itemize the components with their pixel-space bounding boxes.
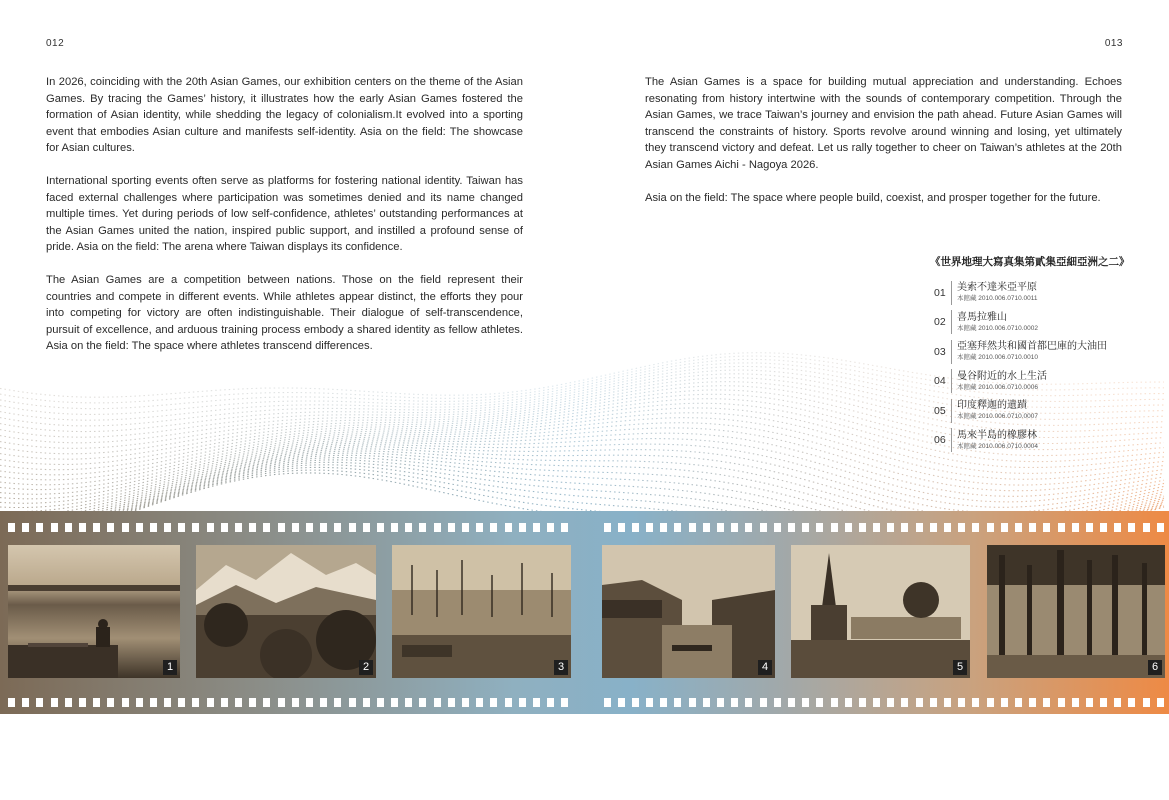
sprocket-hole: [972, 698, 979, 707]
sprocket-hole: [292, 523, 299, 532]
sprocket-hole: [816, 698, 823, 707]
sprocket-hole: [1128, 698, 1135, 707]
paragraph: The Asian Games are a competition between nations. Those on the field represent their countries and compete in different events. While athletes appear distinct, the efforts they pour into competing for victory are often indistinguishable. Their dialogue of self-transcendence, pursuit of excellence, and arduous training process embody a shared identity as fellow athletes. Asia on the field: The space where athletes transcend differences.: [46, 274, 523, 352]
sprocket-hole: [745, 698, 752, 707]
sprocket-hole: [107, 523, 114, 532]
sprocket-hole: [178, 523, 185, 532]
sprocket-hole: [674, 698, 681, 707]
paragraph: Asia on the field: The space where people build, coexist, and prosper together for the future.: [645, 191, 1101, 204]
sprocket-hole: [65, 523, 72, 532]
sprocket-hole: [689, 523, 696, 532]
sprocket-hole: [1043, 698, 1050, 707]
sprocket-hole: [1128, 523, 1135, 532]
sprocket-hole: [831, 698, 838, 707]
catalog-title: 《世界地理大寫真集第貳集亞細亞洲之二》: [930, 256, 1130, 268]
sprocket-hole: [1072, 698, 1079, 707]
wave-line: [0, 423, 1164, 490]
sprocket-hole: [901, 523, 908, 532]
sprocket-hole: [320, 523, 327, 532]
sprocket-hole: [462, 698, 469, 707]
sprocket-hole: [434, 698, 441, 707]
sprocket-hole: [703, 523, 710, 532]
sprocket-hole: [36, 523, 43, 532]
sprocket-hole: [646, 698, 653, 707]
sprocket-hole: [65, 698, 72, 707]
wave-line: [0, 370, 1164, 426]
sprocket-hole: [1058, 698, 1065, 707]
sprocket-hole: [93, 523, 100, 532]
sprocket-hole: [901, 698, 908, 707]
sprocket-hole: [150, 698, 157, 707]
sprocket-hole: [349, 698, 356, 707]
sprocket-hole: [731, 523, 738, 532]
sprocket-hole: [164, 698, 171, 707]
film-sprocket-holes-top: [8, 523, 1161, 533]
sprocket-hole: [561, 523, 568, 532]
baku-oil-field-photo-icon: [392, 545, 571, 678]
sprocket-hole: [1001, 698, 1008, 707]
sprocket-hole: [1143, 698, 1150, 707]
sprocket-hole: [887, 523, 894, 532]
sprocket-hole: [377, 698, 384, 707]
sprocket-hole: [717, 523, 724, 532]
sprocket-hole: [604, 523, 611, 532]
sprocket-hole: [36, 698, 43, 707]
photo-1: [8, 545, 180, 678]
photo-number: 1: [163, 660, 177, 675]
page-number-right: 013: [1104, 38, 1123, 49]
photo-number: 6: [1148, 660, 1162, 675]
sprocket-hole: [1001, 523, 1008, 532]
sprocket-hole: [249, 523, 256, 532]
sprocket-hole: [1114, 523, 1121, 532]
sprocket-hole: [306, 523, 313, 532]
sprocket-hole: [178, 698, 185, 707]
sprocket-hole: [122, 698, 129, 707]
wave-line: [0, 408, 1164, 475]
sprocket-hole: [377, 523, 384, 532]
sprocket-hole: [1100, 698, 1107, 707]
sprocket-hole: [363, 523, 370, 532]
sprocket-hole: [1043, 523, 1050, 532]
mesopotamia-river-boat-photo-icon: [8, 545, 180, 678]
sprocket-hole: [136, 698, 143, 707]
catalog-item-number: 03: [934, 345, 946, 358]
sprocket-hole: [505, 523, 512, 532]
sprocket-hole: [405, 698, 412, 707]
sprocket-hole: [1015, 698, 1022, 707]
sprocket-hole: [859, 523, 866, 532]
sprocket-hole: [221, 523, 228, 532]
catalog-item-number: 01: [934, 286, 946, 299]
sprocket-hole: [972, 523, 979, 532]
sprocket-hole: [150, 523, 157, 532]
sprocket-hole: [363, 698, 370, 707]
photo-number: 5: [953, 660, 967, 675]
wave-line: [0, 386, 1164, 449]
sprocket-hole: [476, 523, 483, 532]
sprocket-hole: [831, 523, 838, 532]
wave-line: [0, 356, 1164, 403]
wave-line: [0, 374, 1164, 432]
catalog-item-code: 本館藏 2010.006.0710.0007: [957, 413, 1038, 421]
sprocket-hole: [8, 523, 15, 532]
sprocket-hole: [547, 698, 554, 707]
sprocket-hole: [122, 523, 129, 532]
sprocket-hole: [760, 698, 767, 707]
sprocket-hole: [944, 698, 951, 707]
photo-number: 2: [359, 660, 373, 675]
photo-4: [602, 545, 775, 678]
catalog-item-number: 05: [934, 404, 946, 417]
sprocket-hole: [476, 698, 483, 707]
catalog-item-name: 印度釋迦的遺蹟: [957, 400, 1027, 412]
sprocket-hole: [944, 523, 951, 532]
buddha-temple-ruins-photo-icon: [791, 545, 970, 678]
sprocket-hole: [1029, 523, 1036, 532]
sprocket-hole: [1086, 523, 1093, 532]
catalog-item-code: 本館藏 2010.006.0710.0010: [957, 354, 1038, 362]
page-number-left: 012: [46, 38, 65, 49]
sprocket-hole: [1015, 523, 1022, 532]
sprocket-hole: [1157, 698, 1164, 707]
sprocket-hole: [873, 698, 880, 707]
sprocket-hole: [1157, 523, 1164, 532]
sprocket-hole: [391, 698, 398, 707]
sprocket-hole: [391, 523, 398, 532]
sprocket-hole: [547, 523, 554, 532]
film-strip: [0, 511, 1169, 714]
sprocket-hole: [916, 698, 923, 707]
wave-line: [0, 359, 1164, 408]
wave-line: [0, 390, 1164, 454]
sprocket-hole: [1100, 523, 1107, 532]
catalog-item-code: 本館藏 2010.006.0710.0002: [957, 324, 1038, 332]
sprocket-hole: [434, 523, 441, 532]
sprocket-hole: [207, 698, 214, 707]
catalog-item-number: 06: [934, 434, 946, 447]
sprocket-hole: [22, 523, 29, 532]
sprocket-gap: [576, 523, 604, 533]
sprocket-hole: [816, 523, 823, 532]
sprocket-hole: [136, 523, 143, 532]
sprocket-hole: [278, 698, 285, 707]
sprocket-hole: [745, 523, 752, 532]
catalog-item: [934, 278, 1134, 308]
sprocket-hole: [221, 698, 228, 707]
catalog-item-number: 02: [934, 316, 946, 329]
sprocket-gap: [576, 698, 604, 708]
sprocket-hole: [1114, 698, 1121, 707]
sprocket-hole: [703, 698, 710, 707]
paragraph: The Asian Games is a space for building mutual appreciation and understanding. Echoes resonating from history intertwine with the sounds of contemporary competition. Through the Asian Games, we trace Taiwan’s journey and envision the path ahead. Future Asian Games will transcend the constraints of history. Sports revolve around winning and losing, yet ultimately they transcend victory and defeat. Let us rally together to cheer on Taiwan’s athletes at the 20th Asian Games Aichi - Nagoya 2026.: [645, 76, 1122, 171]
sprocket-hole: [660, 523, 667, 532]
catalog-item-code: 本館藏 2010.006.0710.0006: [957, 383, 1038, 391]
sprocket-hole: [561, 698, 568, 707]
photo-5: [791, 545, 970, 678]
paragraph: International sporting events often serve as platforms for fostering national identity. Taiwan has faced external challenges where participation was sometimes denied and its name changed multiple times. Yet during periods of low self-confidence, athletes’ outstanding performances at the Asian Games united the nation, inspired public support, and instilled a profound sense of pride. Asia on the field: The arena where Taiwan displays its confidence.: [46, 175, 523, 253]
sprocket-hole: [533, 698, 540, 707]
photo-number: 4: [758, 660, 772, 675]
sprocket-hole: [462, 523, 469, 532]
rubber-forest-photo-icon: [987, 545, 1165, 678]
sprocket-hole: [320, 698, 327, 707]
catalog-item-name: 曼谷附近的水上生活: [957, 370, 1047, 382]
sprocket-hole: [717, 698, 724, 707]
sprocket-hole: [1029, 698, 1036, 707]
sprocket-hole: [22, 698, 29, 707]
sprocket-hole: [519, 698, 526, 707]
catalog-item-name: 馬來半島的橡膠林: [957, 429, 1037, 441]
sprocket-hole: [845, 523, 852, 532]
sprocket-hole: [490, 698, 497, 707]
sprocket-hole: [505, 698, 512, 707]
sprocket-hole: [235, 523, 242, 532]
photo-2: [196, 545, 376, 678]
catalog-item-code: 本館藏 2010.006.0710.0011: [957, 295, 1038, 303]
sprocket-hole: [788, 523, 795, 532]
wave-line: [0, 353, 1164, 398]
sprocket-hole: [802, 698, 809, 707]
sprocket-hole: [760, 523, 767, 532]
sprocket-hole: [164, 523, 171, 532]
himalaya-mountain-photo-icon: [196, 545, 376, 678]
sprocket-hole: [448, 523, 455, 532]
sprocket-hole: [646, 523, 653, 532]
photo-3: [392, 545, 571, 678]
sprocket-hole: [1143, 523, 1150, 532]
sprocket-hole: [930, 698, 937, 707]
sprocket-hole: [419, 698, 426, 707]
sprocket-hole: [51, 698, 58, 707]
sprocket-hole: [207, 523, 214, 532]
sprocket-hole: [79, 523, 86, 532]
sprocket-hole: [334, 698, 341, 707]
sprocket-hole: [263, 523, 270, 532]
sprocket-hole: [916, 523, 923, 532]
sprocket-hole: [618, 523, 625, 532]
sprocket-hole: [731, 698, 738, 707]
sprocket-hole: [689, 698, 696, 707]
sprocket-hole: [788, 698, 795, 707]
sprocket-hole: [79, 698, 86, 707]
sprocket-hole: [632, 698, 639, 707]
sprocket-hole: [887, 698, 894, 707]
sprocket-hole: [235, 698, 242, 707]
sprocket-hole: [519, 523, 526, 532]
sprocket-hole: [958, 698, 965, 707]
sprocket-hole: [249, 698, 256, 707]
sprocket-hole: [419, 523, 426, 532]
sprocket-hole: [873, 523, 880, 532]
dotted-wave-pattern: [0, 340, 1169, 520]
photo-6: [987, 545, 1165, 678]
sprocket-hole: [51, 523, 58, 532]
sprocket-hole: [802, 523, 809, 532]
sprocket-hole: [93, 698, 100, 707]
sprocket-hole: [618, 698, 625, 707]
paragraph: In 2026, coinciding with the 20th Asian Games, our exhibition centers on the theme of the Asian Games. By tracing the Games’ history, it illustrates how the early Asian Games fostered the formation of Asian identity, while shedding the legacy of colonialism.It evolved into a sporting event that embodies Asian culture and manifests self-identity. Asia on the field: The showcase for Asian cultures.: [46, 76, 523, 154]
sprocket-hole: [448, 698, 455, 707]
right-text-column: [645, 74, 1122, 223]
catalog-item-name: 美索不達米亞平原: [957, 282, 1037, 294]
sprocket-hole: [930, 523, 937, 532]
sprocket-hole: [192, 523, 199, 532]
catalog-item-name: 喜馬拉雅山: [957, 311, 1007, 323]
sprocket-hole: [263, 698, 270, 707]
sprocket-hole: [1072, 523, 1079, 532]
sprocket-hole: [958, 523, 965, 532]
wave-line: [0, 378, 1164, 438]
bangkok-water-life-photo-icon: [602, 545, 775, 678]
sprocket-hole: [533, 523, 540, 532]
sprocket-hole: [292, 698, 299, 707]
sprocket-hole: [278, 523, 285, 532]
sprocket-hole: [674, 523, 681, 532]
sprocket-hole: [1086, 698, 1093, 707]
wave-lines: [0, 353, 1164, 520]
sprocket-hole: [774, 523, 781, 532]
catalog-item: [934, 308, 1134, 338]
film-sprocket-holes-bottom: [8, 698, 1161, 708]
sprocket-hole: [1058, 523, 1065, 532]
sprocket-hole: [349, 523, 356, 532]
sprocket-hole: [632, 523, 639, 532]
sprocket-hole: [987, 698, 994, 707]
sprocket-hole: [334, 523, 341, 532]
sprocket-hole: [845, 698, 852, 707]
left-text-column: [46, 74, 523, 371]
sprocket-hole: [490, 523, 497, 532]
sprocket-hole: [405, 523, 412, 532]
wave-line: [0, 403, 1164, 469]
sprocket-hole: [859, 698, 866, 707]
sprocket-hole: [306, 698, 313, 707]
catalog-item-name: 亞塞拜然共和國首都巴庫的大油田: [957, 341, 1107, 353]
catalog-item-number: 04: [934, 375, 946, 388]
photo-number: 3: [554, 660, 568, 675]
sprocket-hole: [8, 698, 15, 707]
catalog-item-code: 本館藏 2010.006.0710.0004: [957, 442, 1038, 450]
sprocket-hole: [987, 523, 994, 532]
sprocket-hole: [774, 698, 781, 707]
sprocket-hole: [192, 698, 199, 707]
sprocket-hole: [107, 698, 114, 707]
sprocket-hole: [604, 698, 611, 707]
sprocket-hole: [660, 698, 667, 707]
